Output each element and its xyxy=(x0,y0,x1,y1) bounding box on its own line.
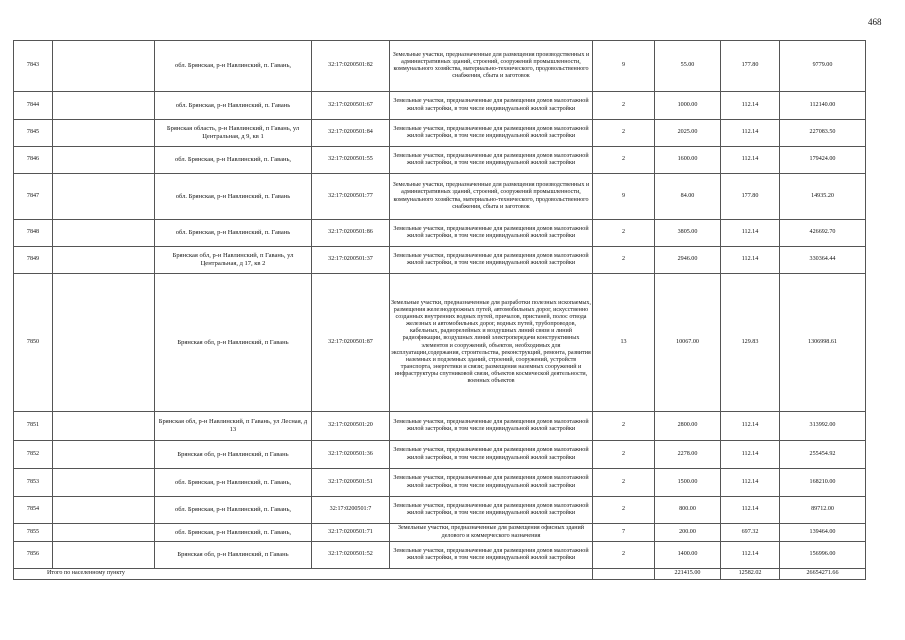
table-row xyxy=(14,92,866,120)
area-cell: 1500.00 xyxy=(655,469,721,497)
cadastral-number-cell: 32:17:0200501:52 xyxy=(312,542,390,569)
address-cell: обл. Брянская, р-н Навлинский, п. Гавань xyxy=(155,220,312,247)
land-use-cell: Земельные участки, предназначенные для размещения домов малоэтажной жилой застройки, в том числе индивидуальной жилой застройки xyxy=(390,120,593,147)
table-row xyxy=(14,542,866,569)
cadastral-number-cell: 32:17:0200501:67 xyxy=(312,92,390,120)
empty-cell xyxy=(53,92,155,120)
address-cell: обл. Брянская, р-н Навлинский, п. Гавань xyxy=(155,92,312,120)
row-number: 7852 xyxy=(14,441,53,469)
cadastral-number-cell: 32:17:0200501:84 xyxy=(312,120,390,147)
cadastral-number-cell: 32:17:0200501:55 xyxy=(312,147,390,174)
cadastral-value-cell: 426692.70 xyxy=(780,220,866,247)
unit-price-cell: 112.14 xyxy=(721,497,780,524)
use-group-cell: 2 xyxy=(593,497,655,524)
table-row xyxy=(14,524,866,542)
row-number: 7855 xyxy=(14,524,53,542)
unit-price-cell: 112.14 xyxy=(721,92,780,120)
land-use-cell: Земельные участки, предназначенные для размещения домов малоэтажной жилой застройки, в том числе индивидуальной жилой застройки xyxy=(390,147,593,174)
area-cell: 2025.00 xyxy=(655,120,721,147)
cadastral-number-cell: 32:17:0200501:51 xyxy=(312,469,390,497)
totals-label: Итого по населенному пункту xyxy=(14,569,593,580)
unit-price-cell: 129.83 xyxy=(721,274,780,412)
use-group-cell: 2 xyxy=(593,220,655,247)
use-group-cell: 2 xyxy=(593,469,655,497)
area-cell: 10067.00 xyxy=(655,274,721,412)
table-row xyxy=(14,174,866,220)
use-group-cell: 2 xyxy=(593,120,655,147)
table-row xyxy=(14,412,866,441)
land-use-cell: Земельные участки, предназначенные для размещения домов малоэтажной жилой застройки, в том числе индивидуальной жилой застройки xyxy=(390,220,593,247)
unit-price-cell: 112.14 xyxy=(721,441,780,469)
unit-price-cell: 697.32 xyxy=(721,524,780,542)
cadastral-number-cell: 32:17:0200501:86 xyxy=(312,220,390,247)
row-number: 7846 xyxy=(14,147,53,174)
cadastral-number-cell: 32:17:0200501:87 xyxy=(312,274,390,412)
table-row xyxy=(14,441,866,469)
cadastral-number-cell: 32:17:0200501:71 xyxy=(312,524,390,542)
table-row xyxy=(14,247,866,274)
use-group-cell: 2 xyxy=(593,147,655,174)
cadastral-number-cell: 32:17:0200501:36 xyxy=(312,441,390,469)
area-cell: 2800.00 xyxy=(655,412,721,441)
area-cell: 84.00 xyxy=(655,174,721,220)
cadastral-number-cell: 32:17:0200501:7 xyxy=(312,497,390,524)
cadastral-number-cell: 32:17:0200501:82 xyxy=(312,41,390,92)
use-group-cell: 2 xyxy=(593,441,655,469)
row-number: 7851 xyxy=(14,412,53,441)
address-cell: обл. Брянская, р-н Навлинский, п. Гавань, xyxy=(155,524,312,542)
row-number: 7847 xyxy=(14,174,53,220)
address-cell: обл. Брянская, р-н Навлинский, п. Гавань, xyxy=(155,147,312,174)
use-group-cell: 13 xyxy=(593,274,655,412)
unit-price-cell: 177.80 xyxy=(721,41,780,92)
empty-cell xyxy=(53,524,155,542)
empty-cell xyxy=(53,412,155,441)
empty-cell xyxy=(53,469,155,497)
table-row xyxy=(14,41,866,92)
empty-cell xyxy=(53,174,155,220)
cadastral-number-cell: 32:17:0200501:77 xyxy=(312,174,390,220)
total-price-cell: 12582.02 xyxy=(721,569,780,580)
area-cell: 1600.00 xyxy=(655,147,721,174)
address-cell: Брянская обл, р-н Навлинский, п Гавань, ул Центральная, д 17, кв 2 xyxy=(155,247,312,274)
address-cell: Брянская обл, р-н Навлинский, п Гавань, ул Лесная, д 13 xyxy=(155,412,312,441)
table-row xyxy=(14,147,866,174)
unit-price-cell: 112.14 xyxy=(721,412,780,441)
unit-price-cell: 112.14 xyxy=(721,147,780,174)
empty-cell xyxy=(53,441,155,469)
land-use-cell: Земельные участки, предназначенные для размещения домов малоэтажной жилой застройки, в том числе индивидуальной жилой застройки xyxy=(390,469,593,497)
table-row xyxy=(14,220,866,247)
area-cell: 3805.00 xyxy=(655,220,721,247)
row-number: 7845 xyxy=(14,120,53,147)
area-cell: 2278.00 xyxy=(655,441,721,469)
area-cell: 55.00 xyxy=(655,41,721,92)
total-value-cell: 26654271.66 xyxy=(780,569,866,580)
area-cell: 800.00 xyxy=(655,497,721,524)
address-cell: Брянская область, р-н Навлинский, п Гавань, ул Центральная, д 9, кв 1 xyxy=(155,120,312,147)
cadastral-number-cell: 32:17:0200501:37 xyxy=(312,247,390,274)
row-number: 7848 xyxy=(14,220,53,247)
empty-cell xyxy=(593,569,655,580)
empty-cell xyxy=(53,247,155,274)
empty-cell xyxy=(53,542,155,569)
empty-cell xyxy=(53,147,155,174)
unit-price-cell: 112.14 xyxy=(721,542,780,569)
address-cell: обл. Брянская, р-н Навлинский, п. Гавань, xyxy=(155,497,312,524)
unit-price-cell: 112.14 xyxy=(721,247,780,274)
cadastral-value-cell: 139464.00 xyxy=(780,524,866,542)
unit-price-cell: 112.14 xyxy=(721,220,780,247)
cadastral-value-cell: 168210.00 xyxy=(780,469,866,497)
table-row xyxy=(14,497,866,524)
use-group-cell: 2 xyxy=(593,412,655,441)
empty-cell xyxy=(53,497,155,524)
use-group-cell: 9 xyxy=(593,174,655,220)
address-cell: Брянская обл, р-н Навлинский, п Гавань xyxy=(155,441,312,469)
cadastral-number-cell: 32:17:0200501:20 xyxy=(312,412,390,441)
land-use-cell: Земельные участки, предназначенные для размещения домов малоэтажной жилой застройки, в том числе индивидуальной жилой застройки xyxy=(390,497,593,524)
area-cell: 1000.00 xyxy=(655,92,721,120)
land-use-cell: Земельные участки, предназначенные для размещения офисных зданий делового и коммерческого назначения xyxy=(390,524,593,542)
use-group-cell: 9 xyxy=(593,41,655,92)
row-number: 7854 xyxy=(14,497,53,524)
address-cell: обл. Брянская, р-н Навлинский, п. Гавань, xyxy=(155,469,312,497)
row-number: 7853 xyxy=(14,469,53,497)
land-use-cell: Земельные участки, предназначенные для размещения домов малоэтажной жилой застройки, в том числе индивидуальной жилой застройки xyxy=(390,542,593,569)
cadastral-value-cell: 313992.00 xyxy=(780,412,866,441)
land-use-cell: Земельные участки, предназначенные для размещения домов малоэтажной жилой застройки, в том числе индивидуальной жилой застройки xyxy=(390,247,593,274)
land-use-cell: Земельные участки, предназначенные для размещения производственных и административных зданий, строений, сооружений промышленности, коммунального хозяйства, материально-технического, продовольственного снабжения, сбыта и заготовок xyxy=(390,174,593,220)
row-number: 7850 xyxy=(14,274,53,412)
land-use-cell: Земельные участки, предназначенные для размещения производственных и административных зданий, строений, сооружений промышленности, коммунального хозяйства, материально-технического, продовольственного снабжения, сбыта и заготовок xyxy=(390,41,593,92)
table-row xyxy=(14,274,866,412)
use-group-cell: 7 xyxy=(593,524,655,542)
table-row xyxy=(14,469,866,497)
cadastral-value-cell: 14935.20 xyxy=(780,174,866,220)
empty-cell xyxy=(53,220,155,247)
unit-price-cell: 177.80 xyxy=(721,174,780,220)
total-area-cell: 221415.00 xyxy=(655,569,721,580)
unit-price-cell: 112.14 xyxy=(721,120,780,147)
cadastral-value-cell: 179424.00 xyxy=(780,147,866,174)
land-use-cell: Земельные участки, предназначенные для размещения домов малоэтажной жилой застройки, в том числе индивидуальной жилой застройки xyxy=(390,412,593,441)
cadastral-value-cell: 112140.00 xyxy=(780,92,866,120)
cadastral-value-cell: 156996.00 xyxy=(780,542,866,569)
land-use-cell: Земельные участки, предназначенные для размещения домов малоэтажной жилой застройки, в том числе индивидуальной жилой застройки xyxy=(390,92,593,120)
empty-cell xyxy=(53,120,155,147)
area-cell: 2946.00 xyxy=(655,247,721,274)
empty-cell xyxy=(53,41,155,92)
use-group-cell: 2 xyxy=(593,542,655,569)
area-cell: 1400.00 xyxy=(655,542,721,569)
address-cell: Брянская обл, р-н Навлинский, п Гавань xyxy=(155,274,312,412)
row-number: 7843 xyxy=(14,41,53,92)
use-group-cell: 2 xyxy=(593,92,655,120)
land-valuation-table xyxy=(13,40,866,580)
table-row xyxy=(14,120,866,147)
use-group-cell: 2 xyxy=(593,247,655,274)
cadastral-value-cell: 89712.00 xyxy=(780,497,866,524)
row-number: 7849 xyxy=(14,247,53,274)
cadastral-value-cell: 330364.44 xyxy=(780,247,866,274)
cadastral-value-cell: 227083.50 xyxy=(780,120,866,147)
cadastral-value-cell: 9779.00 xyxy=(780,41,866,92)
row-number: 7856 xyxy=(14,542,53,569)
land-use-cell: Земельные участки, предназначенные для размещения домов малоэтажной жилой застройки, в том числе индивидуальной жилой застройки xyxy=(390,441,593,469)
address-cell: обл. Брянская, р-н Навлинский, п. Гавань, xyxy=(155,41,312,92)
row-number: 7844 xyxy=(14,92,53,120)
cadastral-value-cell: 1306998.61 xyxy=(780,274,866,412)
area-cell: 200.00 xyxy=(655,524,721,542)
totals-row xyxy=(14,569,866,580)
page-number: 468 xyxy=(868,17,882,27)
address-cell: обл. Брянская, р-н Навлинский, п. Гавань xyxy=(155,174,312,220)
empty-cell xyxy=(53,274,155,412)
address-cell: Брянская обл, р-н Навлинский, п Гавань xyxy=(155,542,312,569)
unit-price-cell: 112.14 xyxy=(721,469,780,497)
land-use-cell: Земельные участки, предназначенные для разработки полезных ископаемых, размещения железнодорожных путей, автомобильных дорог, искусственно созданных внутренних водных путей, причалов, пристаней, полос отвода железных и автомобильных дорог, водных путей, трубопроводов, кабельных, радиорелейных и воздушных линий связи и линий радиофикации, воздушных линий электропередачи конструктивных элементов и сооружений, объектов, необходимых для эксплуатации,содержания, строительства, реконструкций, ремонта, развития наземных и подземных зданий, строений, сооружений, устройств транспорта, энергетики и связи; размещения наземных сооружений и инфраструктуры спутниковой связи, объектов космической деятельности, военных объектов xyxy=(390,274,593,412)
cadastral-value-cell: 255454.92 xyxy=(780,441,866,469)
